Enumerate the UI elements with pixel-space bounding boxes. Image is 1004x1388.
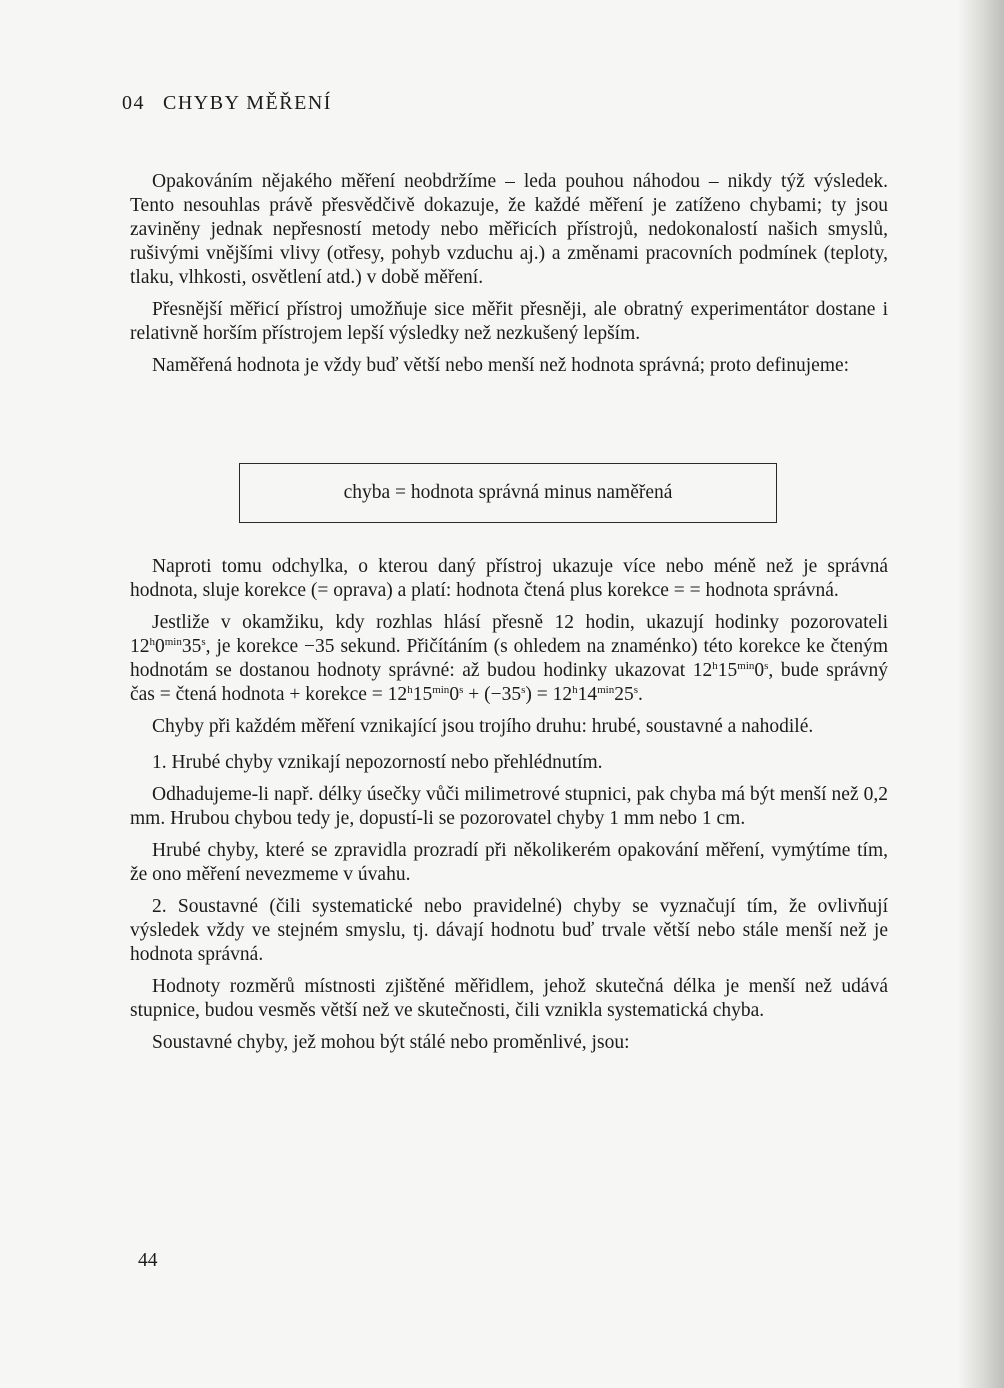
chapter-heading — [122, 92, 332, 115]
paragraph: 1. Hrubé chyby vznikají nepozorností nebo přehlédnutím. — [152, 752, 603, 773]
paragraph: Hodnoty rozměrů místnosti zjištěné měřidlem, jehož skutečná délka je menší než udává stupnice, budou vesměs větší než ve skutečnosti, čili vznikla systematická chyba. — [130, 976, 888, 1021]
paragraph: Přesnější měřicí přístroj umožňuje sice měřit přesněji, ale obratný experimentátor dostane i relativně horším přístrojem lepší výsledky než nezkušený lepším. — [130, 299, 888, 344]
chapter-title: CHYBY MĚŘENÍ — [163, 92, 332, 114]
definition-box — [239, 463, 777, 523]
page-edge-shadow — [958, 0, 1004, 1388]
paragraph: Hrubé chyby, které se zpravidla prozradí při několikerém opakování měření, vymýtíme tím, že ono měření nevezmeme v úvahu. — [130, 840, 888, 885]
paragraph: Odhadujeme-li např. délky úsečky vůči milimetrové stupnici, pak chyba má být menší než 0,2 mm. Hrubou chybou tedy je, dopustí-li se pozorovatel chyby 1 mm nebo 1 cm. — [130, 784, 888, 829]
paragraph: Opakováním nějakého měření neobdržíme – leda pouhou náhodou – nikdy týž výsledek. Tento nesouhlas právě přesvědčivě dokazuje, že každé měření je zatíženo chybami; ty jsou zaviněny jednak nepřesností metody nebo měřicích přístrojů, nedokonalostí našich smyslů, rušivými vnějšími vlivy (otřesy, pohyb vzduchu aj.) a změnami pracovních podmínek (teploty, tlaku, vlhkosti, osvětlení atd.) v době měření. — [130, 171, 888, 288]
paragraph: 2. Soustavné (čili systematické nebo pravidelné) chyby se vyznačují tím, že ovlivňují výsledek vždy ve stejném smyslu, tj. dávají hodnotu buď trvale větší nebo stále menší než je hodnota správná. — [130, 896, 888, 965]
paragraph: Naměřená hodnota je vždy buď větší nebo menší než hodnota správná; proto definujeme: — [152, 355, 850, 376]
text-block-main — [130, 555, 888, 1063]
page-number: 44 — [138, 1250, 158, 1271]
chapter-number: 04 — [122, 92, 145, 114]
paragraph: Soustavné chyby, jež mohou být stálé nebo proměnlivé, jsou: — [152, 1032, 630, 1053]
text-block-intro — [130, 170, 888, 386]
paragraph: Chyby při každém měření vznikající jsou trojího druhu: hrubé, soustavné a nahodilé. — [152, 716, 814, 737]
paragraph-example: Jestliže v okamžiku, kdy rozhlas hlásí přesně 12 hodin, ukazují hodinky pozorovateli $12^h0^{min}35^s$, je korekce −35 sekund. Přičítáním (s ohledem na znaménko) této korekce ke čteným hodnotám se dostanou hodnoty správné: až budou hodinky ukazovat $12^h15^{min}0^s$, bude správný čas = čtená hodnota + korekce = $12^h15^{min}0^s + (-35^s) = 12^h14^{min}25^s$. — [130, 612, 888, 705]
paragraph: Naproti tomu odchylka, o kterou daný přístroj ukazuje více nebo méně než je správná hodnota, sluje korekce (= oprava) a platí: hodnota čtená plus korekce = = hodnota správná. — [130, 556, 888, 601]
definition-formula: chyba = hodnota správná minus naměřená — [343, 482, 673, 503]
